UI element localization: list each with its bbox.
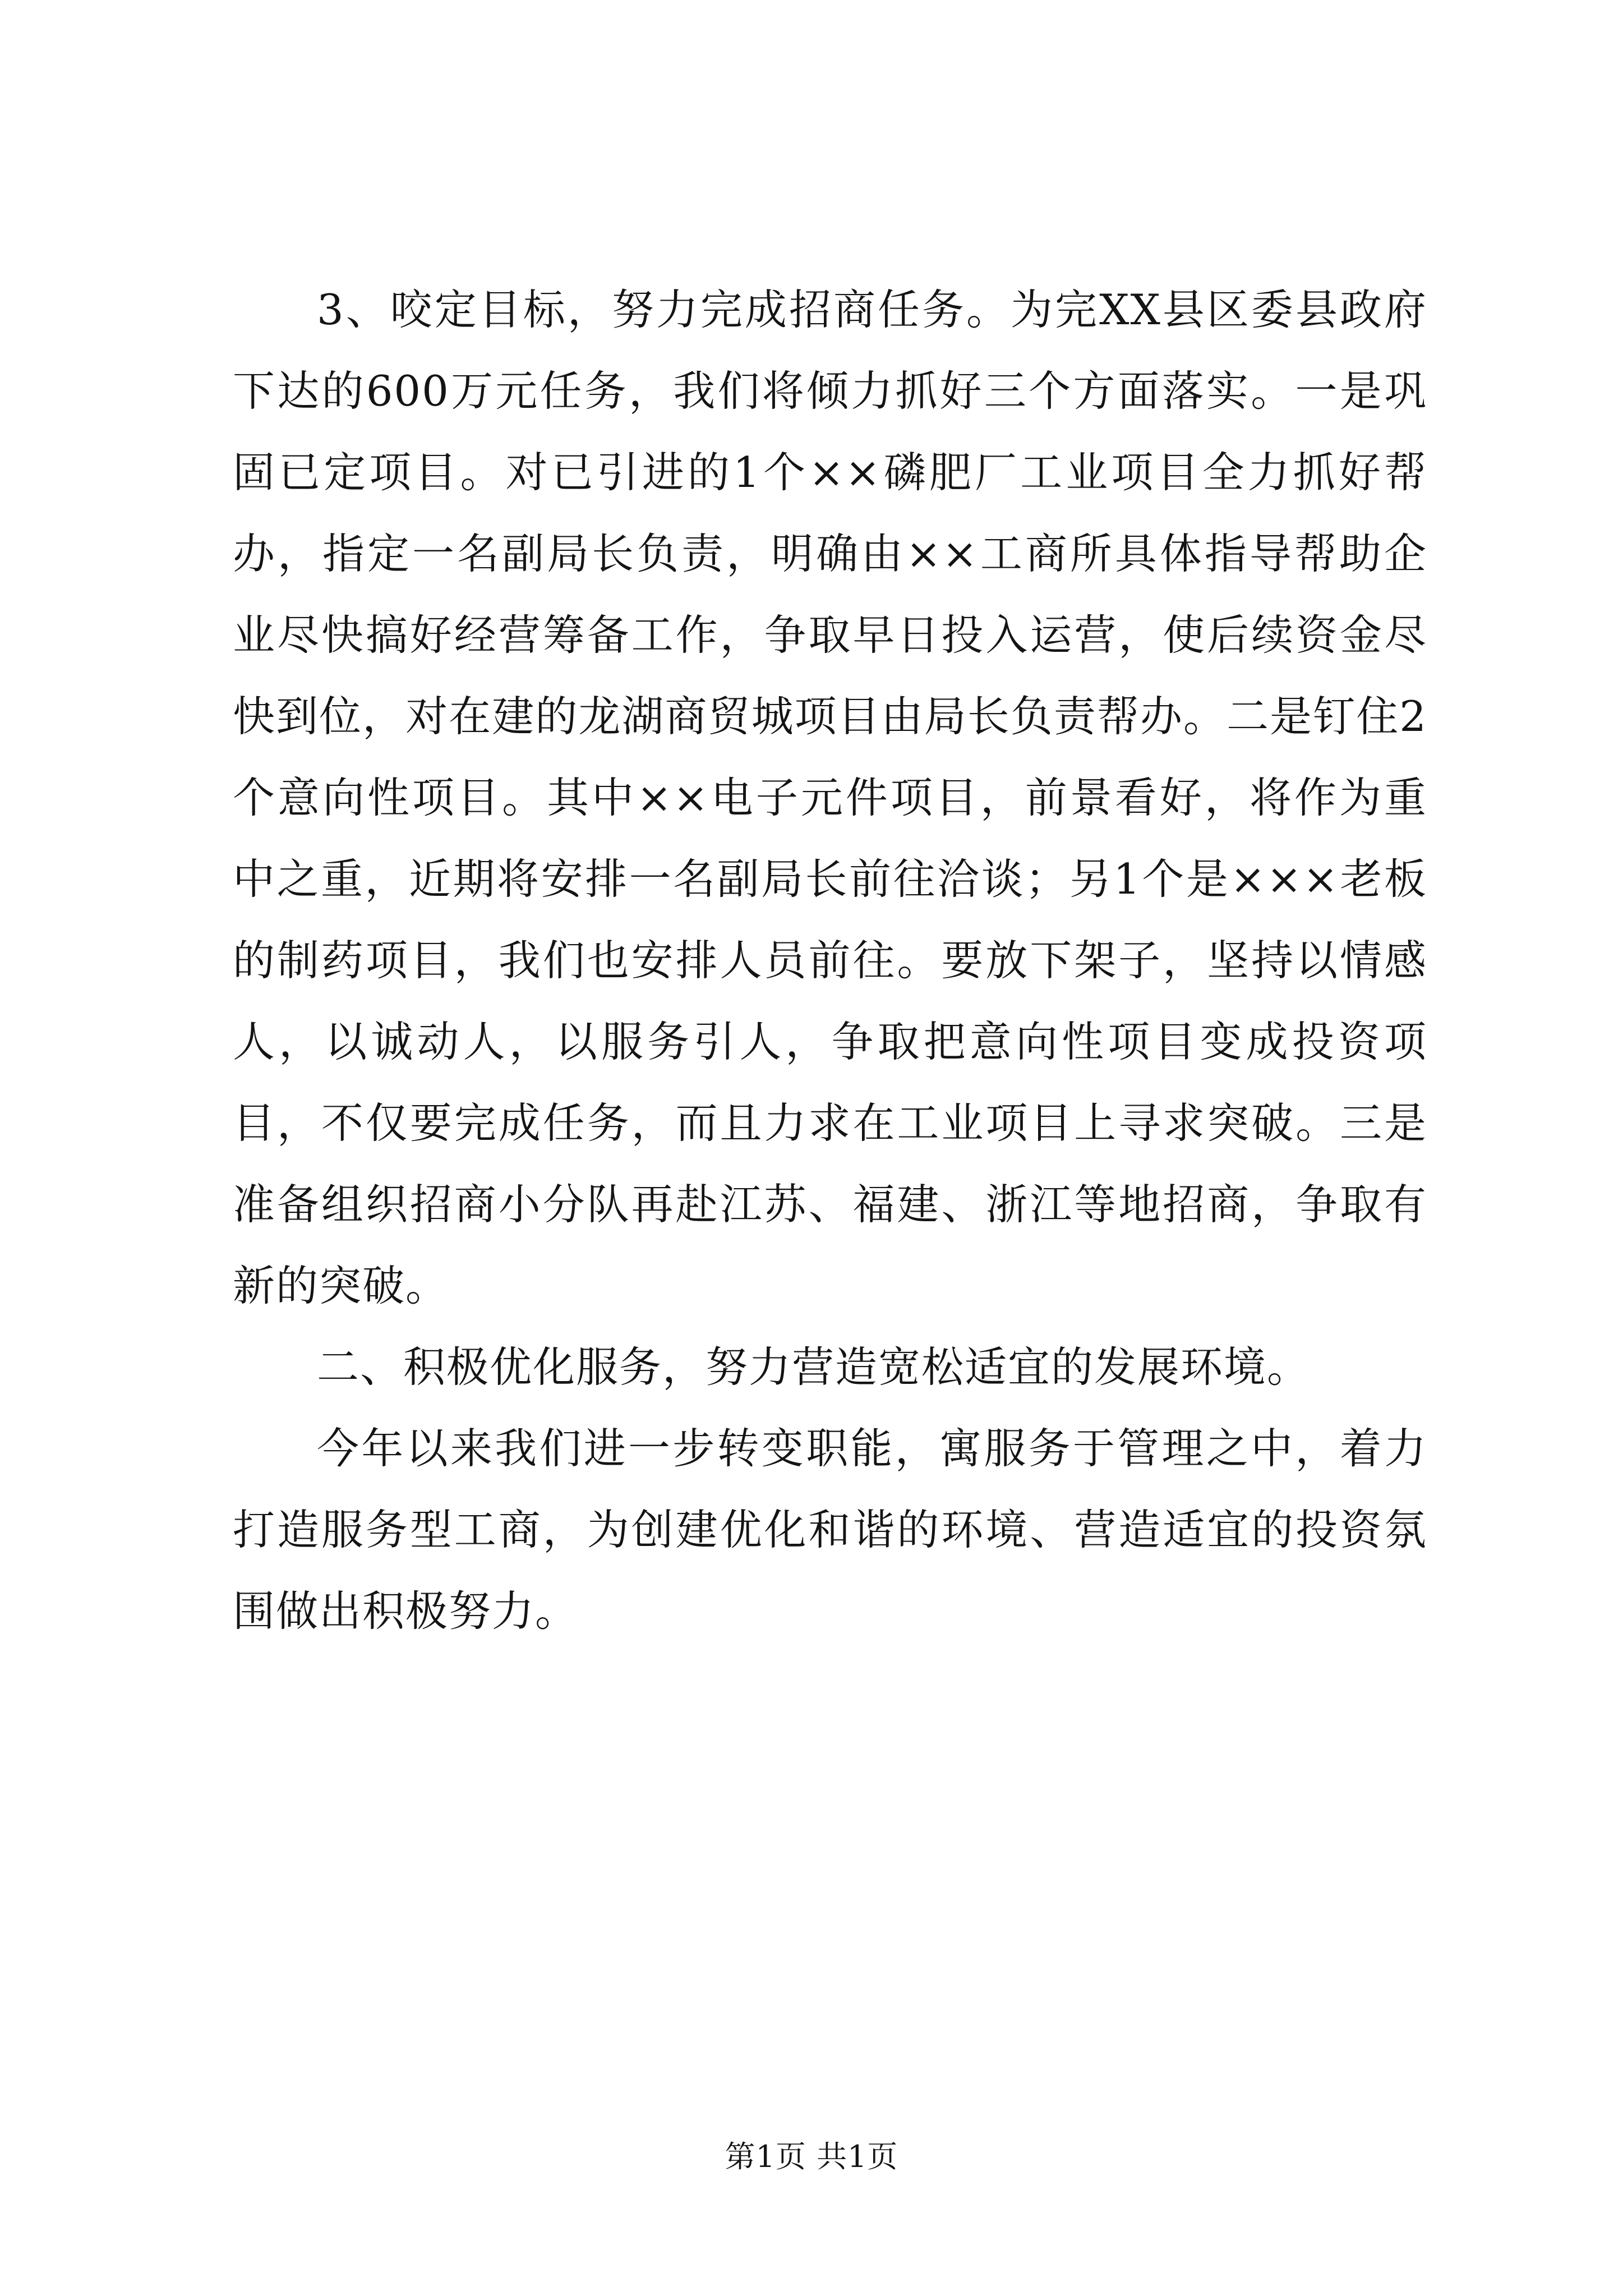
section-heading-service: 二、积极优化服务，努力营造宽松适宜的发展环境。 bbox=[317, 1342, 1311, 1392]
page-footer: 第1页 共1页 bbox=[725, 2139, 898, 2174]
paragraph-service: 今年以来我们进一步转变职能，寓服务于管理之中，着力打造服务型工商，为创建优化和谐的环境、营造适宜的投资氛围做出积极努力。 bbox=[233, 1424, 1427, 1636]
document-body bbox=[233, 269, 1427, 1652]
paragraph-investment-task: 3、咬定目标，努力完成招商任务。为完XX县区委县政府下达的600万元任务，我们将倾力抓好三个方面落实。一是巩固已定项目。对已引进的1个××磷肥厂工业项目全力抓好帮办，指定一名副局长负责，明确由××工商所具体指导帮助企业尽快搞好经营筹备工作，争取早日投入运营，使后续资金尽快到位，对在建的龙湖商贸城项目由局长负责帮办。二是钉住2个意向性项目。其中××电子元件项目，前景看好，将作为重中之重，近期将安排一名副局长前往洽谈；另1个是×××老板的制药项目，我们也安排人员前往。要放下架子，坚持以情感人，以诚动人，以服务引人，争取把意向性项目变成投资项目，不仅要完成任务，而且力求在工业项目上寻求突破。三是准备组织招商小分队再赴江苏、福建、浙江等地招商，争取有新的突破。 bbox=[233, 285, 1427, 1310]
